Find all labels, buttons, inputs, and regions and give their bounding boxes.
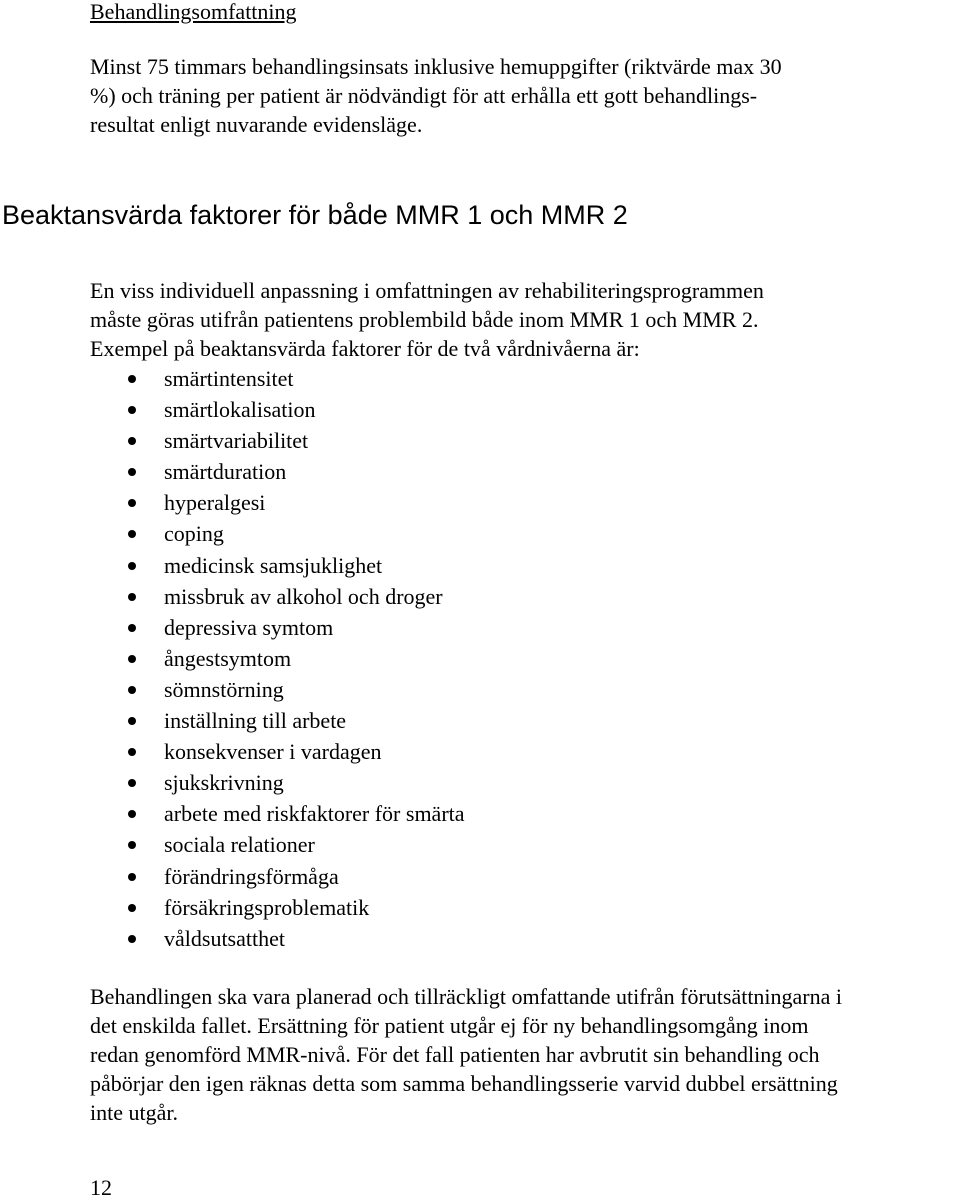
bullet-icon — [128, 406, 136, 414]
closing-paragraph — [90, 982, 960, 1127]
bullet-icon — [128, 873, 136, 881]
factor-label: sömnstörning — [164, 676, 284, 702]
body-line: måste göras utifrån patientens problembild både inom MMR 1 och MMR 2. — [90, 307, 759, 332]
bullet-icon — [128, 810, 136, 818]
body-paragraph — [90, 276, 960, 363]
factor-label: hyperalgesi — [164, 490, 266, 516]
factor-label: inställning till arbete — [164, 708, 347, 734]
factor-label: depressiva symtom — [164, 614, 334, 640]
closing-line: inte utgår. — [90, 1100, 178, 1125]
bullet-icon — [128, 437, 136, 445]
factor-label: smärtintensitet — [164, 366, 294, 391]
bullet-icon — [128, 375, 136, 383]
intro-line: resultat enligt nuvarande evidensläge. — [90, 112, 423, 137]
bullet-icon — [128, 717, 136, 725]
closing-line: påbörjar den igen räknas detta som samma behandlingsserie varvid dubbel ersättning — [90, 1071, 838, 1096]
bullet-icon — [128, 530, 136, 538]
closing-line: Behandlingen ska vara planerad och tillräckligt omfattande utifrån förutsättningarna i — [90, 984, 843, 1009]
bullet-icon — [128, 655, 136, 663]
factor-label: konsekvenser i vardagen — [164, 739, 382, 765]
page-number: 12 — [90, 1175, 112, 1200]
factor-label: medicinsk samsjuklighet — [164, 552, 383, 578]
main-heading: Beaktansvärda faktorer för både MMR 1 och MMR 2 — [2, 200, 628, 230]
factor-label: sjukskrivning — [164, 770, 284, 796]
intro-line: Minst 75 timmars behandlingsinsats inklusive hemuppgifter (riktvärde max 30 — [90, 54, 782, 79]
factor-label: ångestsymtom — [164, 645, 292, 671]
bullet-icon — [128, 562, 136, 570]
closing-line: redan genomförd MMR-nivå. För det fall patienten har avbrutit sin behandling och — [90, 1042, 820, 1067]
body-line: En viss individuell anpassning i omfattningen av rehabiliteringsprogrammen — [90, 278, 764, 303]
intro-line: %) och träning per patient är nödvändigt för att erhålla ett gott behandlings- — [90, 83, 758, 108]
bullet-icon — [128, 468, 136, 476]
factor-label: våldsutsatthet — [164, 925, 285, 951]
bullet-icon — [128, 841, 136, 849]
factor-label: smärtlokalisation — [164, 397, 316, 423]
bullet-icon — [128, 904, 136, 912]
bullet-icon — [128, 624, 136, 632]
bullet-icon — [128, 686, 136, 694]
intro-paragraph — [90, 52, 950, 139]
factor-label: smärtvariabilitet — [164, 428, 309, 454]
bullet-icon — [128, 748, 136, 756]
factor-label: smärtduration — [164, 459, 287, 485]
factor-label: arbete med riskfaktorer för smärta — [164, 801, 465, 827]
bullet-icon — [128, 935, 136, 943]
section-heading: Behandlingsomfattning — [90, 0, 297, 24]
bullet-icon — [128, 593, 136, 601]
body-line: Exempel på beaktansvärda faktorer för de två vårdnivåerna är: — [90, 336, 640, 361]
factor-label: försäkringsproblematik — [164, 894, 370, 920]
factor-label: missbruk av alkohol och droger — [164, 583, 443, 609]
factor-label: sociala relationer — [164, 832, 315, 858]
closing-line: det enskilda fallet. Ersättning för patient utgår ej för ny behandlingsomgång inom — [90, 1013, 809, 1038]
factor-label: förändringsförmåga — [164, 863, 339, 889]
factor-label: coping — [164, 521, 224, 547]
bullet-icon — [128, 779, 136, 787]
bullet-icon — [128, 499, 136, 507]
